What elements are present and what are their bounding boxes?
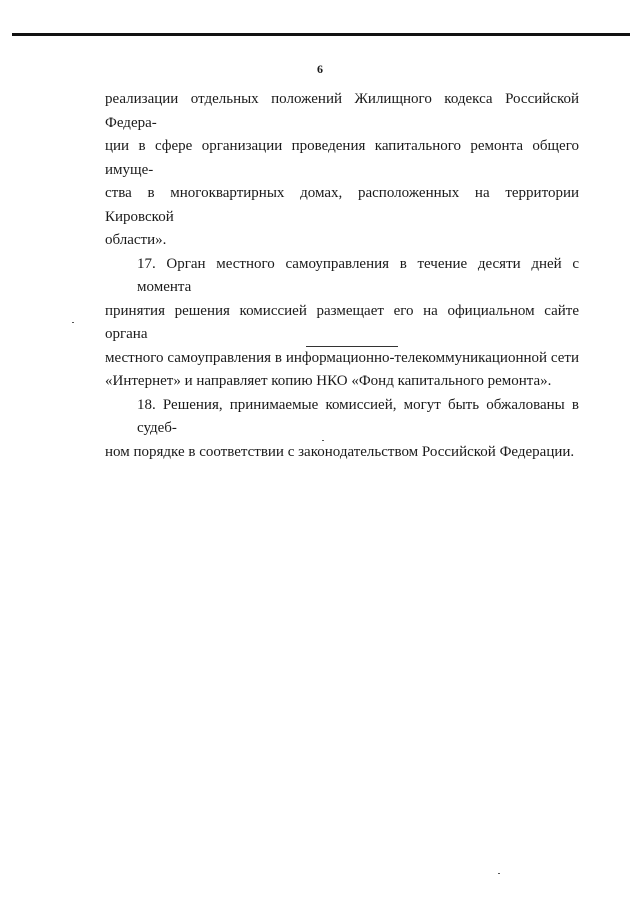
page-number: 6	[317, 62, 323, 76]
text-line: ции в сфере организации проведения капитального ремонта общего имуще-	[105, 138, 579, 178]
header-rule	[12, 33, 630, 36]
scan-speck	[72, 322, 74, 323]
document-body	[105, 88, 579, 464]
text-line: принятия решения комиссией размещает его на официальном сайте органа	[105, 302, 579, 342]
text-line: области».	[105, 232, 167, 248]
text-line: 18. Решения, принимаемые комиссией, могут быть обжалованы в судеб-	[137, 396, 579, 436]
paragraph-17	[105, 253, 579, 394]
text-line: «Интернет» и направляет копию НКО «Фонд капитального ремонта».	[105, 373, 552, 389]
text-line: 17. Орган местного самоуправления в течение десяти дней с момента	[137, 255, 579, 295]
text-line: ства в многоквартирных домах, расположенных на территории Кировской	[105, 185, 579, 225]
text-line: реализации отдельных положений Жилищного кодекса Российской Федера-	[105, 91, 579, 131]
text-line: местного самоуправления в информационно-телекоммуникационной сети	[105, 349, 579, 366]
scan-speck	[322, 440, 324, 441]
paragraph-18	[105, 394, 579, 465]
scan-speck	[498, 873, 500, 874]
paragraph-continuation	[105, 88, 579, 253]
end-of-document-rule	[306, 346, 398, 347]
text-line: ном порядке в соответствии с законодательством Российской Федерации.	[105, 443, 575, 460]
